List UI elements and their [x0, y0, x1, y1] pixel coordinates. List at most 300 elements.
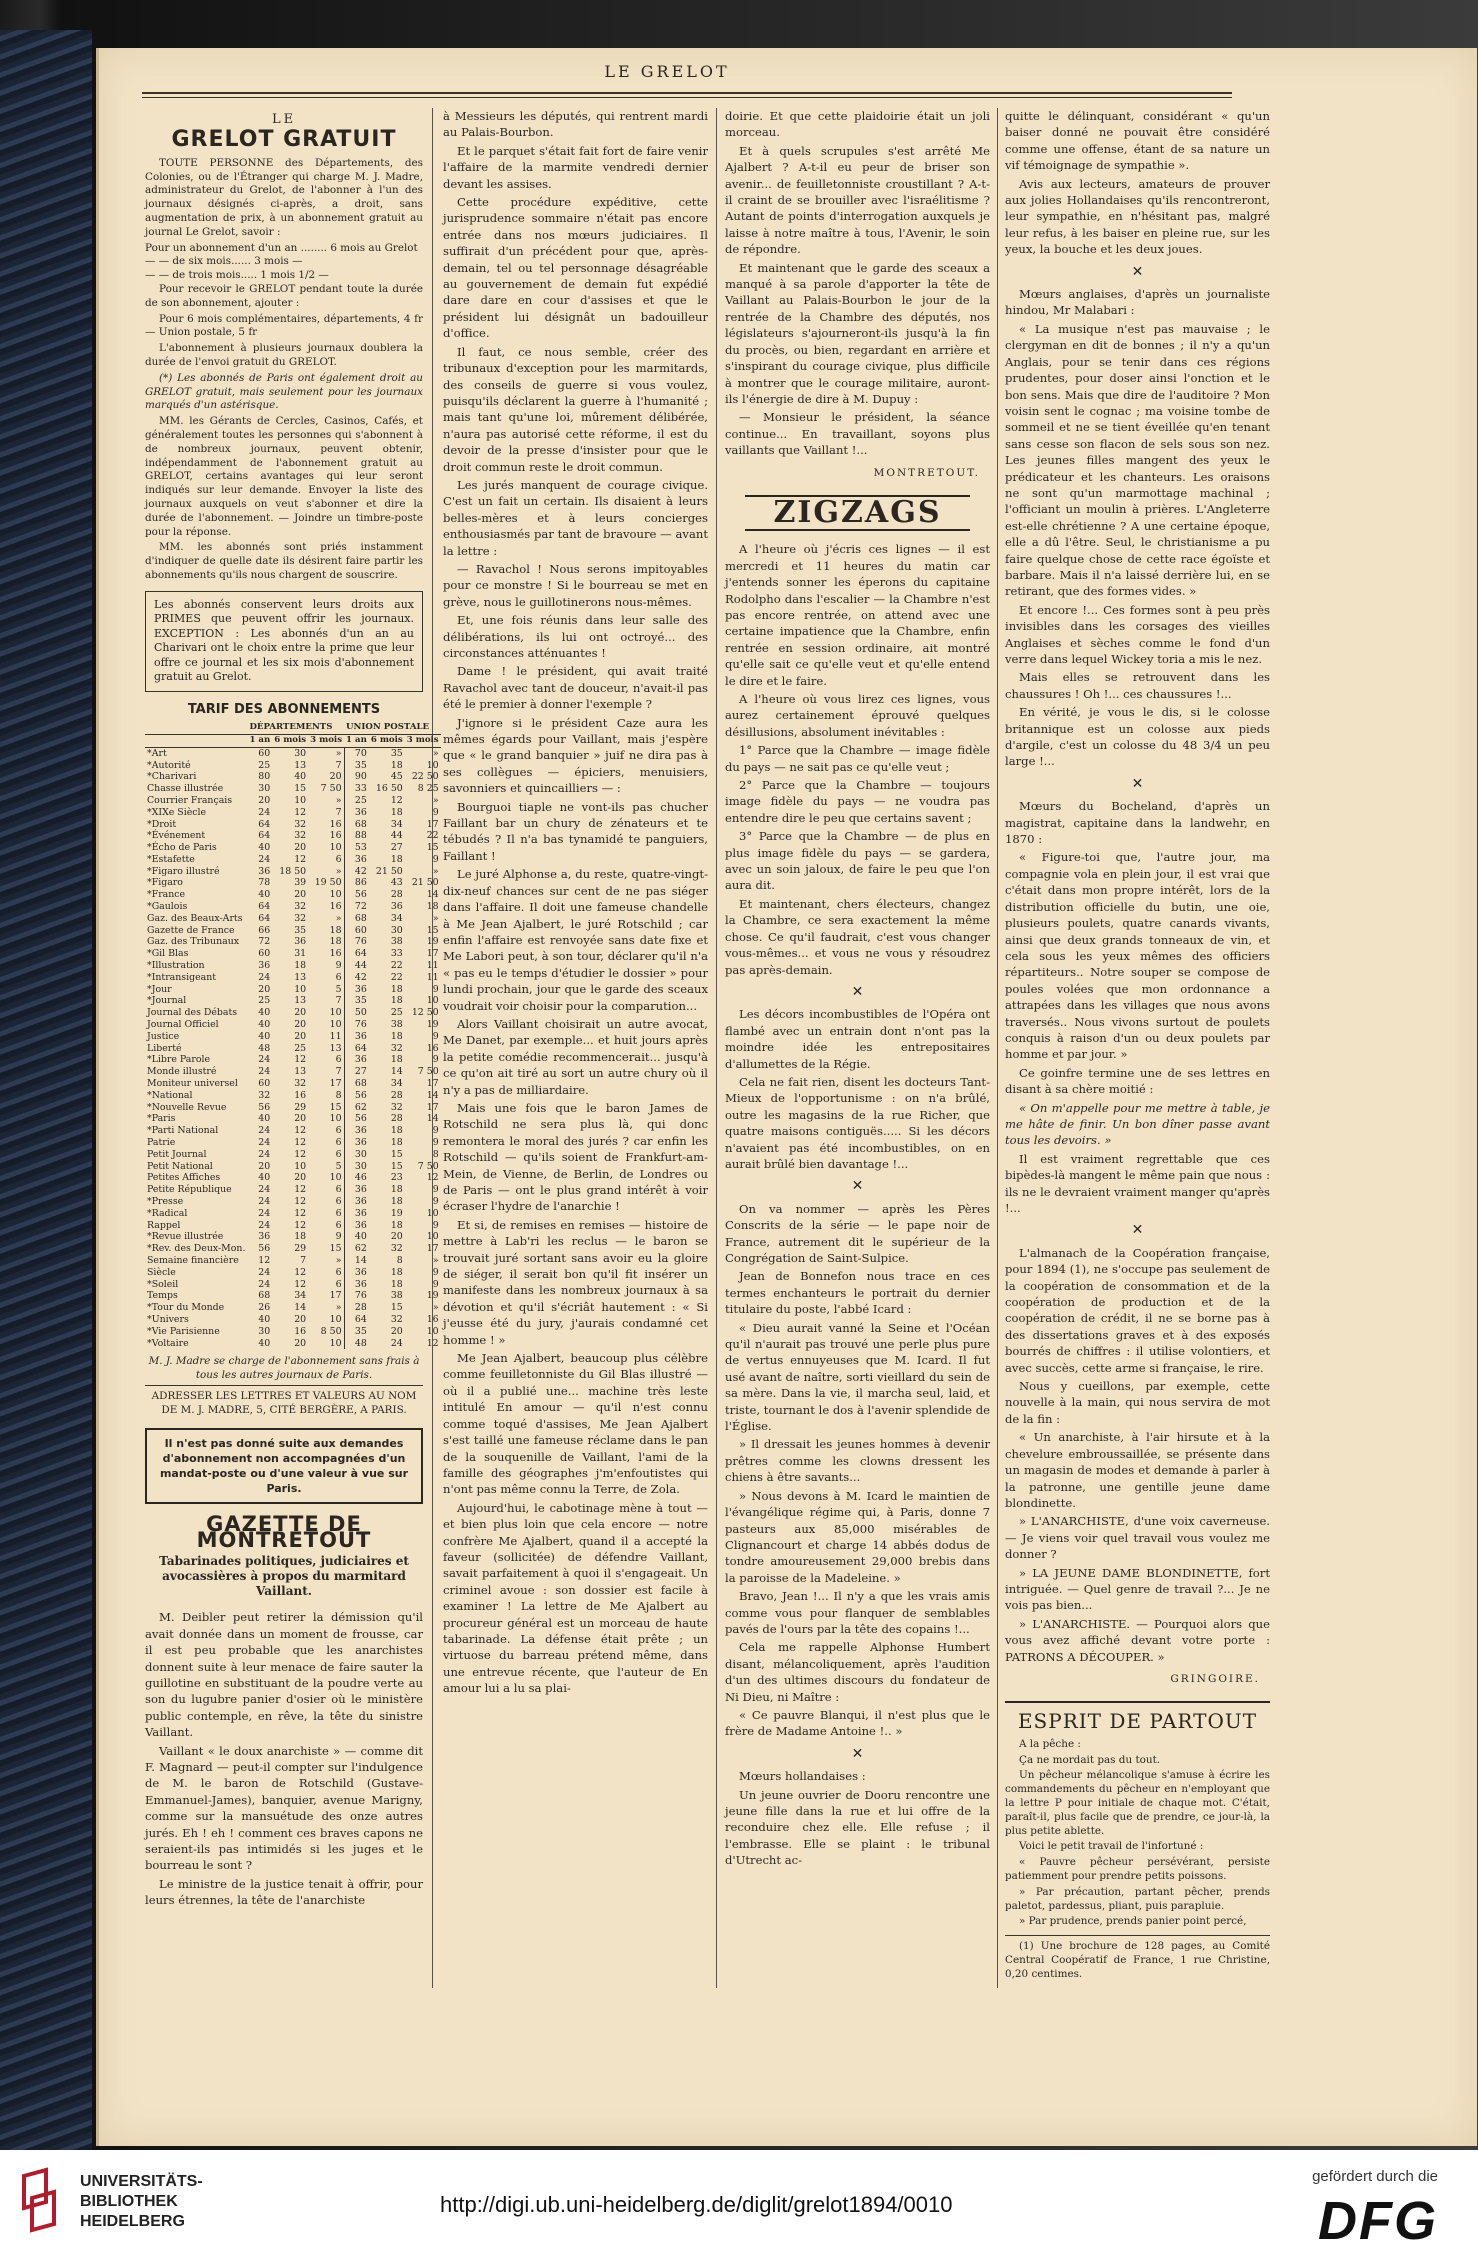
tarif-price: 22 50 — [411, 771, 439, 783]
tarif-price: 15 — [294, 783, 307, 795]
tarif-journal-name: Journal Officiel — [147, 1019, 219, 1031]
tarif-price: 33 — [344, 783, 369, 795]
separator-icon: ✕ — [851, 1745, 864, 1762]
tarif-row — [145, 1066, 441, 1078]
tarif-price: 9 — [432, 806, 439, 818]
tarif-price: 20 — [294, 1113, 307, 1125]
tarif-price: 18 — [390, 995, 403, 1007]
tarif-row — [145, 1255, 441, 1267]
page-header: LE GRELOT — [604, 62, 730, 81]
tarif-price: 12 — [294, 1137, 307, 1149]
almanach-paragraph: L'almanach de la Coopération française, pour 1894 (1), ne s'occupe pas seulement de la coopération de consommation et de la coopération de production et de la coopération de crédit, il ne se borne pas à des dissertations graves et à des exposés bourrés de chiffres : il utilise volontiers, et avec succès, cette arme si française, le rire. — [1005, 1245, 1270, 1375]
tarif-price: 14 — [294, 1302, 307, 1314]
tarif-price: » — [335, 912, 342, 924]
zigzag-paragraph: 3° Parce que la Chambre — de plus en plus image fidèle du pays — se gardera, avec un soin jaloux, de faire le peu que l'on aura dit. — [725, 829, 990, 893]
tarif-price: 12 50 — [411, 1007, 439, 1019]
tarif-journal-name: *Presse — [147, 1196, 184, 1207]
tarif-price: » — [335, 1302, 342, 1314]
tarif-price: 36 — [294, 936, 307, 948]
tarif-journal-name: Gaz. des Tribunaux — [147, 936, 240, 948]
page-url-link[interactable]: http://digi.ub.uni-heidelberg.de/diglit/grelot1894/0010 — [440, 2192, 953, 2217]
tarif-price: 18 — [329, 924, 342, 936]
tarif-price: 48 — [344, 1338, 369, 1350]
tarif-price: 24 — [258, 853, 271, 865]
tarif-row — [145, 1267, 441, 1279]
tarif-journal-name: Petit National — [147, 1160, 213, 1172]
tarif-price: 13 — [294, 1066, 307, 1078]
tarif-price: 80 — [258, 771, 271, 783]
tarif-row — [145, 1019, 441, 1031]
tarif-price: 12 — [426, 1172, 439, 1184]
tarif-price: 60 — [258, 948, 271, 960]
tarif-price: 76 — [344, 1019, 369, 1031]
tarif-price: 7 50 — [417, 1066, 439, 1078]
tarif-price: 68 — [258, 1290, 271, 1302]
tarif-journal-name: *Voltaire — [147, 1337, 189, 1349]
tarif-price: 24 — [258, 1266, 271, 1278]
tarif-price: 64 — [344, 1314, 369, 1326]
tarif-subheader: 3 mois — [308, 734, 344, 747]
viewer-footer — [0, 2150, 1478, 2261]
tarif-price: 36 — [258, 960, 271, 972]
tarif-price: 25 — [294, 1042, 307, 1054]
tarif-price: 34 — [390, 1078, 403, 1090]
article-paragraph: J'ignore si le président Caze aura les mêmes égards pour Vaillant, mais j'espère que « le grand banquier » juif ne dira pas à ses collègues — épiciers, menuisiers, savonniers et quincailliers — : — [443, 715, 708, 796]
tarif-price: 16 50 — [375, 783, 403, 795]
ouvrier-paragraph: Un jeune ouvrier de Dooru rencontre une jeune fille dans la rue et lui offre de la reconduire chez elle. Elle refuse ; il l'embrasse. Elle se plaint : le tribunal d'Utrecht ac- — [725, 1787, 990, 1868]
tarif-price: 12 — [294, 1278, 307, 1290]
encore-paragraph: Et encore !... Ces formes sont à peu près invisibles dans les corsages des vieilles Anglaises et sèches comme le fond d'un verre dans lequel Wickey toria a mis le nez. — [1005, 602, 1270, 666]
article-paragraph: Alors Vaillant choisirait un autre avocat, Me Danet, par exemple... et huit jours après la petite comédie recommencerait... jusqu'à ce qu'on ait tiré au sort un autre chury où il n'y a pas de milliardaire. — [443, 1016, 708, 1097]
tarif-price: 10 — [426, 1325, 439, 1337]
article-paragraph: Et à quels scrupules s'est arrêté Me Ajalbert ? A-t-il eu peur de briser son avenir... de feuilletonniste croustillant ? A-t-il craint de se brouiller avec l'israélitisme ? Autant de points d'interrogation auxquels je laisse à notre maître à tous, l'Avenir, le soin de répondre. — [725, 143, 990, 257]
tarif-price: 9 — [335, 1231, 342, 1243]
tarif-price: 36 — [344, 854, 369, 866]
article-paragraph: Le juré Alphonse a, du reste, quatre-vingt-dix-neuf chances sur cent de ne pas siéger dans l'affaire. Il doit une fameuse chandelle à Me Jean Ajalbert, le juré Rotschild ; car enfin l'affaire est renvoyée sans date fixe et Me Labori peut, à son tour, déclarer qu'il n'a « pas eu le temps d'étudier le dossier » pour lundi prochain, jour que le garde des sceaux voudrait voir choisir pour la comparution... — [443, 867, 708, 1013]
tarif-price: 56 — [344, 1090, 369, 1102]
tarif-journal-name: *Estafette — [147, 853, 195, 865]
tarif-price: 36 — [344, 807, 369, 819]
article-paragraph: Et maintenant que le garde des sceaux a manqué à sa parole d'apporter la tête de Vaillant au Palais-Bourbon le jour de la rentrée de la Chambre des députés, nos législateurs s'ajourneront-ils jusqu'à la fin du procès, ou bien, regardant en arrière et s'inspirant du courage civique, plus difficile à montrer que le courage militaire, auront-ils l'énergie de dire à M. Dupuy : — [725, 260, 990, 406]
tarif-journal-name: Journal des Débats — [147, 1007, 238, 1019]
tarif-journal-name: *Journal — [147, 995, 187, 1007]
tarif-journal-name: *Figaro illustré — [147, 865, 220, 877]
tarif-price: 13 — [294, 971, 307, 983]
article-paragraph: à Messieurs les députés, qui rentrent mardi au Palais-Bourbon. — [443, 109, 708, 140]
tarif-price: 30 — [294, 747, 307, 759]
article-paragraph: Bourguoi tiaple ne vont-ils pas chucher Faillant bar un chury de zénateurs et te tébudés ? Il n'a bas tynamidé te panguiers, Faillant ! — [443, 799, 708, 863]
tarif-price: 12 — [294, 1219, 307, 1231]
tarif-price: 18 — [390, 1054, 403, 1066]
tarif-price: 45 — [390, 771, 403, 783]
tarif-price: 17 — [426, 1101, 439, 1113]
tarif-header-row — [145, 722, 441, 734]
tarif-price: 19 — [426, 1019, 439, 1031]
tarif-price: 35 — [344, 760, 369, 772]
verite-paragraph: En vérité, je vous le dis, si le colosse britannique est un colosse aux pieds d'argile, c'est un colosse du 48 3/4 un peu large !... — [1005, 705, 1270, 769]
montretout-signature: MONTRETOUT. — [873, 466, 980, 479]
tarif-price: 20 — [329, 771, 342, 783]
tarif-row — [145, 819, 441, 831]
tarif-price: 17 — [426, 1243, 439, 1255]
tarif-price: » — [335, 747, 342, 759]
tarif-price: 70 — [344, 747, 369, 759]
tarif-price: » — [335, 1254, 342, 1266]
column-3 — [725, 108, 990, 1988]
tarif-price: 25 — [258, 759, 271, 771]
tarif-price: 12 — [390, 794, 403, 806]
tarif-price: 35 — [344, 1326, 369, 1338]
tarif-price: 19 — [390, 1207, 403, 1219]
tarif-price: 34 — [390, 912, 403, 924]
separator-icon: ✕ — [851, 983, 864, 1000]
tarif-price: » — [432, 912, 439, 924]
tarif-price: 40 — [344, 1231, 369, 1243]
tarif-journal-name: Monde illustré — [147, 1066, 217, 1078]
tarif-row — [145, 1102, 441, 1114]
tarif-price: 6 — [335, 1137, 342, 1149]
tarif-price: 18 — [390, 1278, 403, 1290]
tarif-row — [145, 936, 441, 948]
tarif-price: 32 — [294, 818, 307, 830]
tarif-row — [145, 1279, 441, 1291]
separator-icon: ✕ — [851, 1178, 864, 1195]
tarif-price: 18 50 — [279, 865, 307, 877]
tarif-price: 18 — [390, 806, 403, 818]
tarif-price: 30 — [258, 1325, 271, 1337]
university-name — [80, 2172, 203, 2232]
tarif-price: 64 — [258, 901, 271, 913]
tarif-price: 40 — [258, 1313, 271, 1325]
esprit-line: » Par prudence, prends panier point percé, — [1019, 1915, 1247, 1928]
tarif-price: 19 — [426, 936, 439, 948]
tarif-price: 20 — [294, 889, 307, 901]
bravo-paragraph: Bravo, Jean !... Il n'y a que les vrais amis comme vous pour flanquer de semblables pavés de l'ours par la tête des copains !... — [725, 1589, 990, 1636]
tarif-journal-name: *Paris — [147, 1113, 176, 1125]
tarif-journal-name: Temps — [147, 1290, 178, 1302]
tarif-price: 12 — [294, 1207, 307, 1219]
tarif-price: 9 — [432, 853, 439, 865]
tarif-price: 10 — [329, 1113, 342, 1125]
article-paragraph: doirie. Et que cette plaidoirie était un joli morceau. — [725, 109, 990, 140]
tarif-price: 30 — [344, 1161, 369, 1173]
tarif-journal-name: Petites Affiches — [147, 1172, 221, 1184]
tarif-price: 40 — [258, 1019, 271, 1031]
supp-text: Pour 6 mois complémentaires, départements, 4 fr — Union postale, 5 fr — [145, 312, 423, 339]
zigzag-paragraph: A l'heure où vous lirez ces lignes, vous aurez certainement éprouvé quelques désillusions, absolument inévitables : — [725, 692, 990, 739]
tarif-row — [145, 747, 441, 759]
tarif-price: 6 — [335, 1219, 342, 1231]
quote-paragraph: » Nous devons à M. Icard le maintien de l'évangélique régime qui, à Paris, donne 7 pasteurs aux 85,000 misérables de Clignancourt et charge 14 abbés dodus de tondre amoureusement 29,000 brebis dans la paroisse de la Madeleine. » — [725, 1488, 990, 1585]
tarif-price: 64 — [344, 948, 369, 960]
tarif-price: 13 — [294, 995, 307, 1007]
tarif-row — [145, 1137, 441, 1149]
header-rule — [142, 92, 1232, 94]
tarif-price: 88 — [344, 830, 369, 842]
tarif-journal-name: *France — [147, 889, 186, 901]
gazette-title: GAZETTE DE MONTRETOUT — [196, 1511, 372, 1552]
tarif-price: 56 — [344, 889, 369, 901]
tarif-price: 6 — [335, 1207, 342, 1219]
address-text: ADRESSER LES LETTRES ET VALEURS AU NOM DE M. J. MADRE, 5, CITÉ BERGÈRE, A PARIS. — [145, 1385, 423, 1418]
tarif-journal-name: Courrier Français — [147, 794, 233, 806]
tarif-row — [145, 771, 441, 783]
tarif-price: 18 — [390, 983, 403, 995]
zigzag-paragraph: Et maintenant, chers électeurs, changez la Chambre, ce sera exactement la même chose. Ce qu'il faudrait, c'est vous changer vous-mêmes... et vous ne vous y résoudrez pas après-demain. — [725, 896, 990, 977]
tarif-price: 72 — [344, 901, 369, 913]
tarif-journal-name: Patrie — [147, 1137, 176, 1149]
tarif-price: 7 — [335, 1066, 342, 1078]
tarif-price: 16 — [294, 1089, 307, 1101]
tarif-journal-name: Liberté — [147, 1042, 182, 1054]
tarif-price: » — [335, 865, 342, 877]
tarif-price: 35 — [344, 995, 369, 1007]
tarif-price: 15 — [390, 1148, 403, 1160]
tarif-price: 24 — [258, 806, 271, 818]
tarif-price: 16 — [426, 1313, 439, 1325]
tarif-price: 36 — [344, 1267, 369, 1279]
tarif-price: 8 50 — [320, 1325, 342, 1337]
tarif-price: 15 — [329, 1243, 342, 1255]
tarif-price: 10 — [426, 995, 439, 1007]
column-divider — [997, 108, 998, 1988]
esprit-line: « Pauvre pêcheur persévérant, persiste patiemment pour prendre petits poissons. — [1005, 1856, 1270, 1882]
tarif-row — [145, 1220, 441, 1232]
article-paragraph: Avis aux lecteurs, amateurs de prouver aux jolies Hollandaises qu'ils rencontreront, leur sympathie, en n'hésitant pas, malgré leur refus, à les baiser en pleine rue, sur les yeux, la bouche et les deux joues. — [1005, 176, 1270, 257]
paris-note: (*) Les abonnés de Paris ont également droit au GRELOT gratuit, mais seulement pour les journaux marqués d'un astérisque. — [145, 371, 423, 412]
article-paragraph: Me Jean Ajalbert, beaucoup plus célèbre comme feuilletonniste du Gil Blas illustré — où il a publié une... machine très leste intitulé En amour — qu'il n'est connu comme toqué d'assises, Me Jean Ajalbert s'est taillé une fameuse réclame dans le pan de la souquenille de Vaillant, l'ami de la famille des géographes j'm'enfoutistes qui n'ont pas même connu la Terre, de Zola. — [443, 1351, 708, 1497]
tarif-price: 40 — [258, 1007, 271, 1019]
tarif-price: 36 — [344, 1054, 369, 1066]
tarif-price: 12 — [426, 1337, 439, 1349]
warning-box: Il n'est pas donné suite aux demandes d'abonnement non accompagnées d'un mandat-poste ou d'une valeur à vue sur Paris. — [145, 1428, 423, 1504]
tarif-row — [145, 995, 441, 1007]
tarif-price: 10 — [329, 1313, 342, 1325]
article-paragraph: Il faut, ce nous semble, créer des tribunaux d'exception pour les marmitards, des conseils de guerre si vous voulez, puisqu'ils déclarent la guerre à l'humanité ; mais tant qu'une loi, mûrement délibérée, n'aura pas autorisé cette réforme, il est du devoir de la presse d'insister pour que le droit commun reste le droit commun. — [443, 344, 708, 474]
tarif-price: 16 — [329, 901, 342, 913]
term-line: — — de six mois...... 3 mois — — [145, 255, 303, 268]
tarif-price: 6 — [335, 853, 342, 865]
tarif-price: 24 — [258, 1066, 271, 1078]
tarif-price: 17 — [426, 818, 439, 830]
tarif-price: 40 — [294, 771, 307, 783]
esprit-line: Un pêcheur mélancolique s'amuse à écrire les commandements du pêcheur en n'employant que la lettre P pour initiale de chaque mot. C'était, paraît-il, plus facile que de prendre, ce jour-là, la plus petite ablette. — [1005, 1769, 1270, 1837]
tarif-price: 20 — [258, 983, 271, 995]
tarif-row — [145, 1231, 441, 1243]
university-logo-icon — [18, 2168, 68, 2238]
term-line: Pour un abonnement d'un an ........ 6 mois au Grelot — [145, 241, 418, 254]
tarif-price: 20 — [390, 1231, 403, 1243]
tarif-price: 35 — [390, 747, 403, 759]
tarif-price: 15 — [390, 1302, 403, 1314]
tarif-price: 40 — [258, 842, 271, 854]
tarif-price: 20 — [294, 842, 307, 854]
bocheland-quote: « Figure-toi que, l'autre jour, ma compagnie vola en plein jour, il est vrai que c'était dans mon propre intérêt, lors de la distribution officielle du butin, une oie, plusieurs poulets, quatre canards vivants, ainsi que deux grands tonneaux de vin, et cela sous les yeux mêmes des officiers répartiteurs.. Notre souper se compose de poules volées que mon ordonnance a attrapées dans les villages que nous avons traversés.. Nous vivons surtout de poulets conquis à raison d'un ou deux poulets par homme et par jour. » — [1005, 850, 1270, 1062]
tarif-price: 7 — [335, 759, 342, 771]
tarif-price: » — [432, 794, 439, 806]
tarif-price: 18 — [329, 936, 342, 948]
tarif-price: 25 — [258, 995, 271, 1007]
tarif-journal-name: Petite République — [147, 1184, 232, 1196]
receive-text: Pour recevoir le GRELOT pendant toute la durée de son abonnement, ajouter : — [145, 282, 423, 309]
tarif-price: 38 — [390, 1290, 403, 1302]
tarif-price: 10 — [329, 1172, 342, 1184]
terms-list — [145, 242, 423, 283]
tarif-price: 17 — [329, 1290, 342, 1302]
tarif-price: 30 — [258, 783, 271, 795]
tarif-title: TARIF DES ABONNEMENTS — [187, 701, 381, 717]
bonnefon-paragraph: Jean de Bonnefon nous trace en ces termes enchanteurs le portrait du dernier titulaire du poste, l'abbé Icard : — [725, 1269, 990, 1317]
tarif-price: 6 — [335, 1184, 342, 1196]
tarif-price: 16 — [294, 1325, 307, 1337]
goinfre-quote: « On m'appelle pour me mettre à table, je me hâte de finir. Un bon dîner passe avant tous les devoirs. » — [1005, 1100, 1270, 1148]
tarif-row — [145, 1043, 441, 1055]
tarif-price: 11 — [329, 1030, 342, 1042]
tarif-subheader: 6 mois — [369, 734, 405, 747]
tarif-price: 7 — [335, 806, 342, 818]
tarif-row — [145, 1243, 441, 1255]
header-rule-thin — [142, 97, 1232, 98]
tarif-row — [145, 842, 441, 854]
tarif-price: 16 — [329, 818, 342, 830]
tarif-price: 90 — [344, 771, 369, 783]
column-1 — [145, 108, 439, 1988]
tarif-price: 10 — [294, 983, 307, 995]
tarif-price: 17 — [426, 1078, 439, 1090]
tarif-price: 56 — [258, 1243, 271, 1255]
cueillons-paragraph: Nous y cueillons, par exemple, cette nouvelle à la main, qui nous servira de mot de la fin : — [1005, 1379, 1270, 1426]
tarif-price: 32 — [294, 912, 307, 924]
tarif-journal-name: *XIXe Siècle — [147, 806, 207, 818]
tarif-price: 17 — [329, 1078, 342, 1090]
tarif-price: 9 — [432, 1219, 439, 1231]
tarif-journal-name: *Revue illustrée — [147, 1231, 224, 1243]
tarif-row — [145, 807, 441, 819]
tarif-table — [145, 722, 441, 1349]
tarif-price: 32 — [294, 901, 307, 913]
article-paragraph: Mais une fois que le baron James de Rotschild ne sera plus là, qui donc remontera le moral des jurés ? car enfin les Rotschild — qu'ils soient de Frankfurt-am-Mein, de Vienne, de Berlin, de Londres ou de Paris — ont le plus grand intérêt à voir écraser l'hydre de l'anarchie ! — [443, 1100, 708, 1214]
tarif-price: 20 — [294, 1313, 307, 1325]
gerants-text: MM. les Gérants de Cercles, Casinos, Cafés, et généralement toutes les personnes qui s'abonnent à de nombreux journaux, peuvent obtenir, indépendamment de l'abonnement gratuit au GRELOT, certains avantages qui leur seront indiqués sur leur demande. Envoyer la liste des journaux auxquels on veut s'abonner et dire la durée de l'abonnement. — Joindre un timbre-poste pour la réponse. — [145, 415, 423, 538]
tarif-price: 43 — [390, 877, 403, 889]
column-4 — [1005, 108, 1270, 1988]
tarif-journal-name: Moniteur universel — [147, 1078, 238, 1090]
opera-paragraph: Cela ne fait rien, disent les docteurs Tant-Mieux de l'opportunisme : on n'a brûlé, outre les magasins de la rue Richer, que quatre maisons contiguës..... Si les décors n'avaient pas été incombustibles, on en aurait brûlé bien davantage !... — [725, 1074, 990, 1171]
tarif-price: 6 — [335, 1278, 342, 1290]
tarif-price: 28 — [344, 1302, 369, 1314]
tarif-price: 8 25 — [417, 783, 439, 795]
esprit-line: Ça ne mordait pas du tout. — [1019, 1753, 1161, 1766]
tarif-price: 32 — [294, 1078, 307, 1090]
tarif-price: 35 — [294, 924, 307, 936]
tarif-row — [145, 901, 441, 913]
tarif-row — [145, 1302, 441, 1314]
separator-icon: ✕ — [1131, 263, 1144, 280]
tarif-price: 86 — [344, 877, 369, 889]
tarif-header: DÉPARTEMENTS — [247, 722, 344, 734]
tarif-price: 13 — [329, 1042, 342, 1054]
anglaises-quote: « La musique n'est pas mauvaise ; le clergyman en dit de bonnes ; il n'y a qu'un Anglais, pour se tenir dans ces régions prudentes, pour doser ainsi l'onction et le bon sens. Mais que dire de l'auditoire ? Mon voisin sent le cognac ; ma voisine tombe de sommeil et ne se tient éveillée qu'en tenant sans cesse son flacon de sels sous son nez. Les jeunes filles mangent des yeux le prédicateur et les chanteurs. Les oraisons ne sont qu'un marmottage machinal ; l'officiant un moulin à prières. L'Angleterre est-elle chrétienne ? A une certaine époque, elle a dû l'être. Seul, le christianisme a pu faire quelque chose de cette race égoïste et barbare. Mais il n'a laissé derrière lui, en se retirant, que des formes vides. » — [1005, 321, 1270, 599]
tarif-price: 6 — [335, 1054, 342, 1066]
tarif-price: 20 — [294, 1172, 307, 1184]
tarif-row — [145, 1290, 441, 1302]
article-paragraph: Aujourd'hui, le cabotinage mène à tout — et bien plus loin que cela encore — notre confrère Me Ajalbert, quand il a accepté la faveur (sollicitée) de défendre Vaillant, savait parfaitement à quoi il s'engageait. Un criminel avoue : son dossier est facile à examiner ! La lettre de Me Ajalbert au procureur général est un morceau de haute tabarinade. La défense était prête ; un virtuose du barreau prétend même, dans une entrevue récente, que l'auteur de En amour lui a lu sa plai- — [443, 1500, 708, 1696]
tarif-price: 42 — [344, 972, 369, 984]
tarif-price: 24 — [258, 1125, 271, 1137]
tarif-price: 18 — [390, 1219, 403, 1231]
tarif-price: 76 — [344, 936, 369, 948]
tarif-journal-name: Siècle — [147, 1266, 176, 1278]
tarif-price: 14 — [426, 1089, 439, 1101]
tarif-row — [145, 877, 441, 889]
tarif-row — [145, 1326, 441, 1338]
tarif-price: 76 — [344, 1290, 369, 1302]
tarif-price: 6 — [335, 1148, 342, 1160]
tarif-row — [145, 1149, 441, 1161]
tarif-journal-name: *Jour — [147, 983, 172, 995]
tarif-price: 8 — [335, 1089, 342, 1101]
tarif-price: 28 — [390, 889, 403, 901]
tarif-price: 20 — [294, 1007, 307, 1019]
tarif-price: 28 — [390, 1113, 403, 1125]
anarchist-quote: » L'ANARCHISTE, d'une voix caverneuse. — Je viens voir quel travail vous voulez me donner ? — [1005, 1514, 1270, 1562]
tarif-price: 60 — [344, 925, 369, 937]
zigzags-title: ZIGZAGS — [745, 495, 970, 531]
uni-line: HEIDELBERG — [80, 2213, 185, 2230]
tarif-price: 9 — [432, 983, 439, 995]
tarif-journal-name: Rappel — [147, 1219, 181, 1231]
tarif-price: 12 — [294, 1148, 307, 1160]
primes-box: Les abonnés conservent leurs droits aux PRIMES que peuvent offrir les journaux. EXCEPTION : Les abonnés d'un an au Charivari ont le choix entre la prime que leur offre ce journal et les six mois d'abonnement gratuit au Grelot. — [145, 591, 423, 692]
tarif-row — [145, 1184, 441, 1196]
tarif-price: 12 — [294, 1266, 307, 1278]
tarif-journal-name: *Droit — [147, 818, 177, 830]
tarif-price: 36 — [258, 1231, 271, 1243]
tarif-price: 39 — [294, 877, 307, 889]
tarif-price: 9 — [432, 1054, 439, 1066]
tarif-price: 24 — [258, 1148, 271, 1160]
tarif-price: 7 — [300, 1254, 307, 1266]
tarif-price: 10 — [294, 1160, 307, 1172]
tarif-journal-name: *Parti National — [147, 1125, 219, 1137]
anarchist-quote: « Un anarchiste, à l'air hirsute et à la chevelure embroussaillée, se présente dans un magasin de modes et demande à parler à la patronne, une gentille jeune dame blondinette. — [1005, 1430, 1270, 1510]
tarif-price: 18 — [390, 1196, 403, 1207]
tarif-price: 29 — [294, 1101, 307, 1113]
blanqui-paragraph: « Ce pauvre Blanqui, il n'est plus que le frère de Madame Antoine !.. » — [725, 1707, 990, 1739]
moeurs-paragraph: Mœurs hollandaises : — [739, 1769, 866, 1784]
tarif-row — [145, 854, 441, 866]
column-divider — [716, 108, 717, 1988]
grelot-le: LE — [271, 112, 297, 127]
tarif-price: 15 — [390, 1160, 403, 1172]
tarif-price: 36 — [344, 984, 369, 996]
tarif-price: 14 — [390, 1066, 403, 1078]
article-paragraph: Et le parquet s'était fait fort de faire venir l'affaire de la marmite vendredi dernier devant les assises. — [443, 143, 708, 191]
tarif-subheader: 6 mois — [272, 734, 308, 747]
tarif-price: 40 — [258, 1337, 271, 1349]
tarif-journal-name: *Radical — [147, 1207, 188, 1219]
tarif-price: 36 — [344, 1125, 369, 1137]
tarif-row — [145, 984, 441, 996]
tarif-journal-name: *Intransigeant — [147, 971, 217, 983]
tarif-price: 14 — [426, 1113, 439, 1125]
tarif-price: 10 — [329, 1007, 342, 1019]
funded-by-text: gefördert durch die — [1312, 2168, 1438, 2185]
tarif-price: 24 — [258, 1137, 271, 1149]
tarif-price: 64 — [258, 830, 271, 842]
tarif-price: 16 — [426, 1042, 439, 1054]
separator-icon: ✕ — [1131, 775, 1144, 792]
